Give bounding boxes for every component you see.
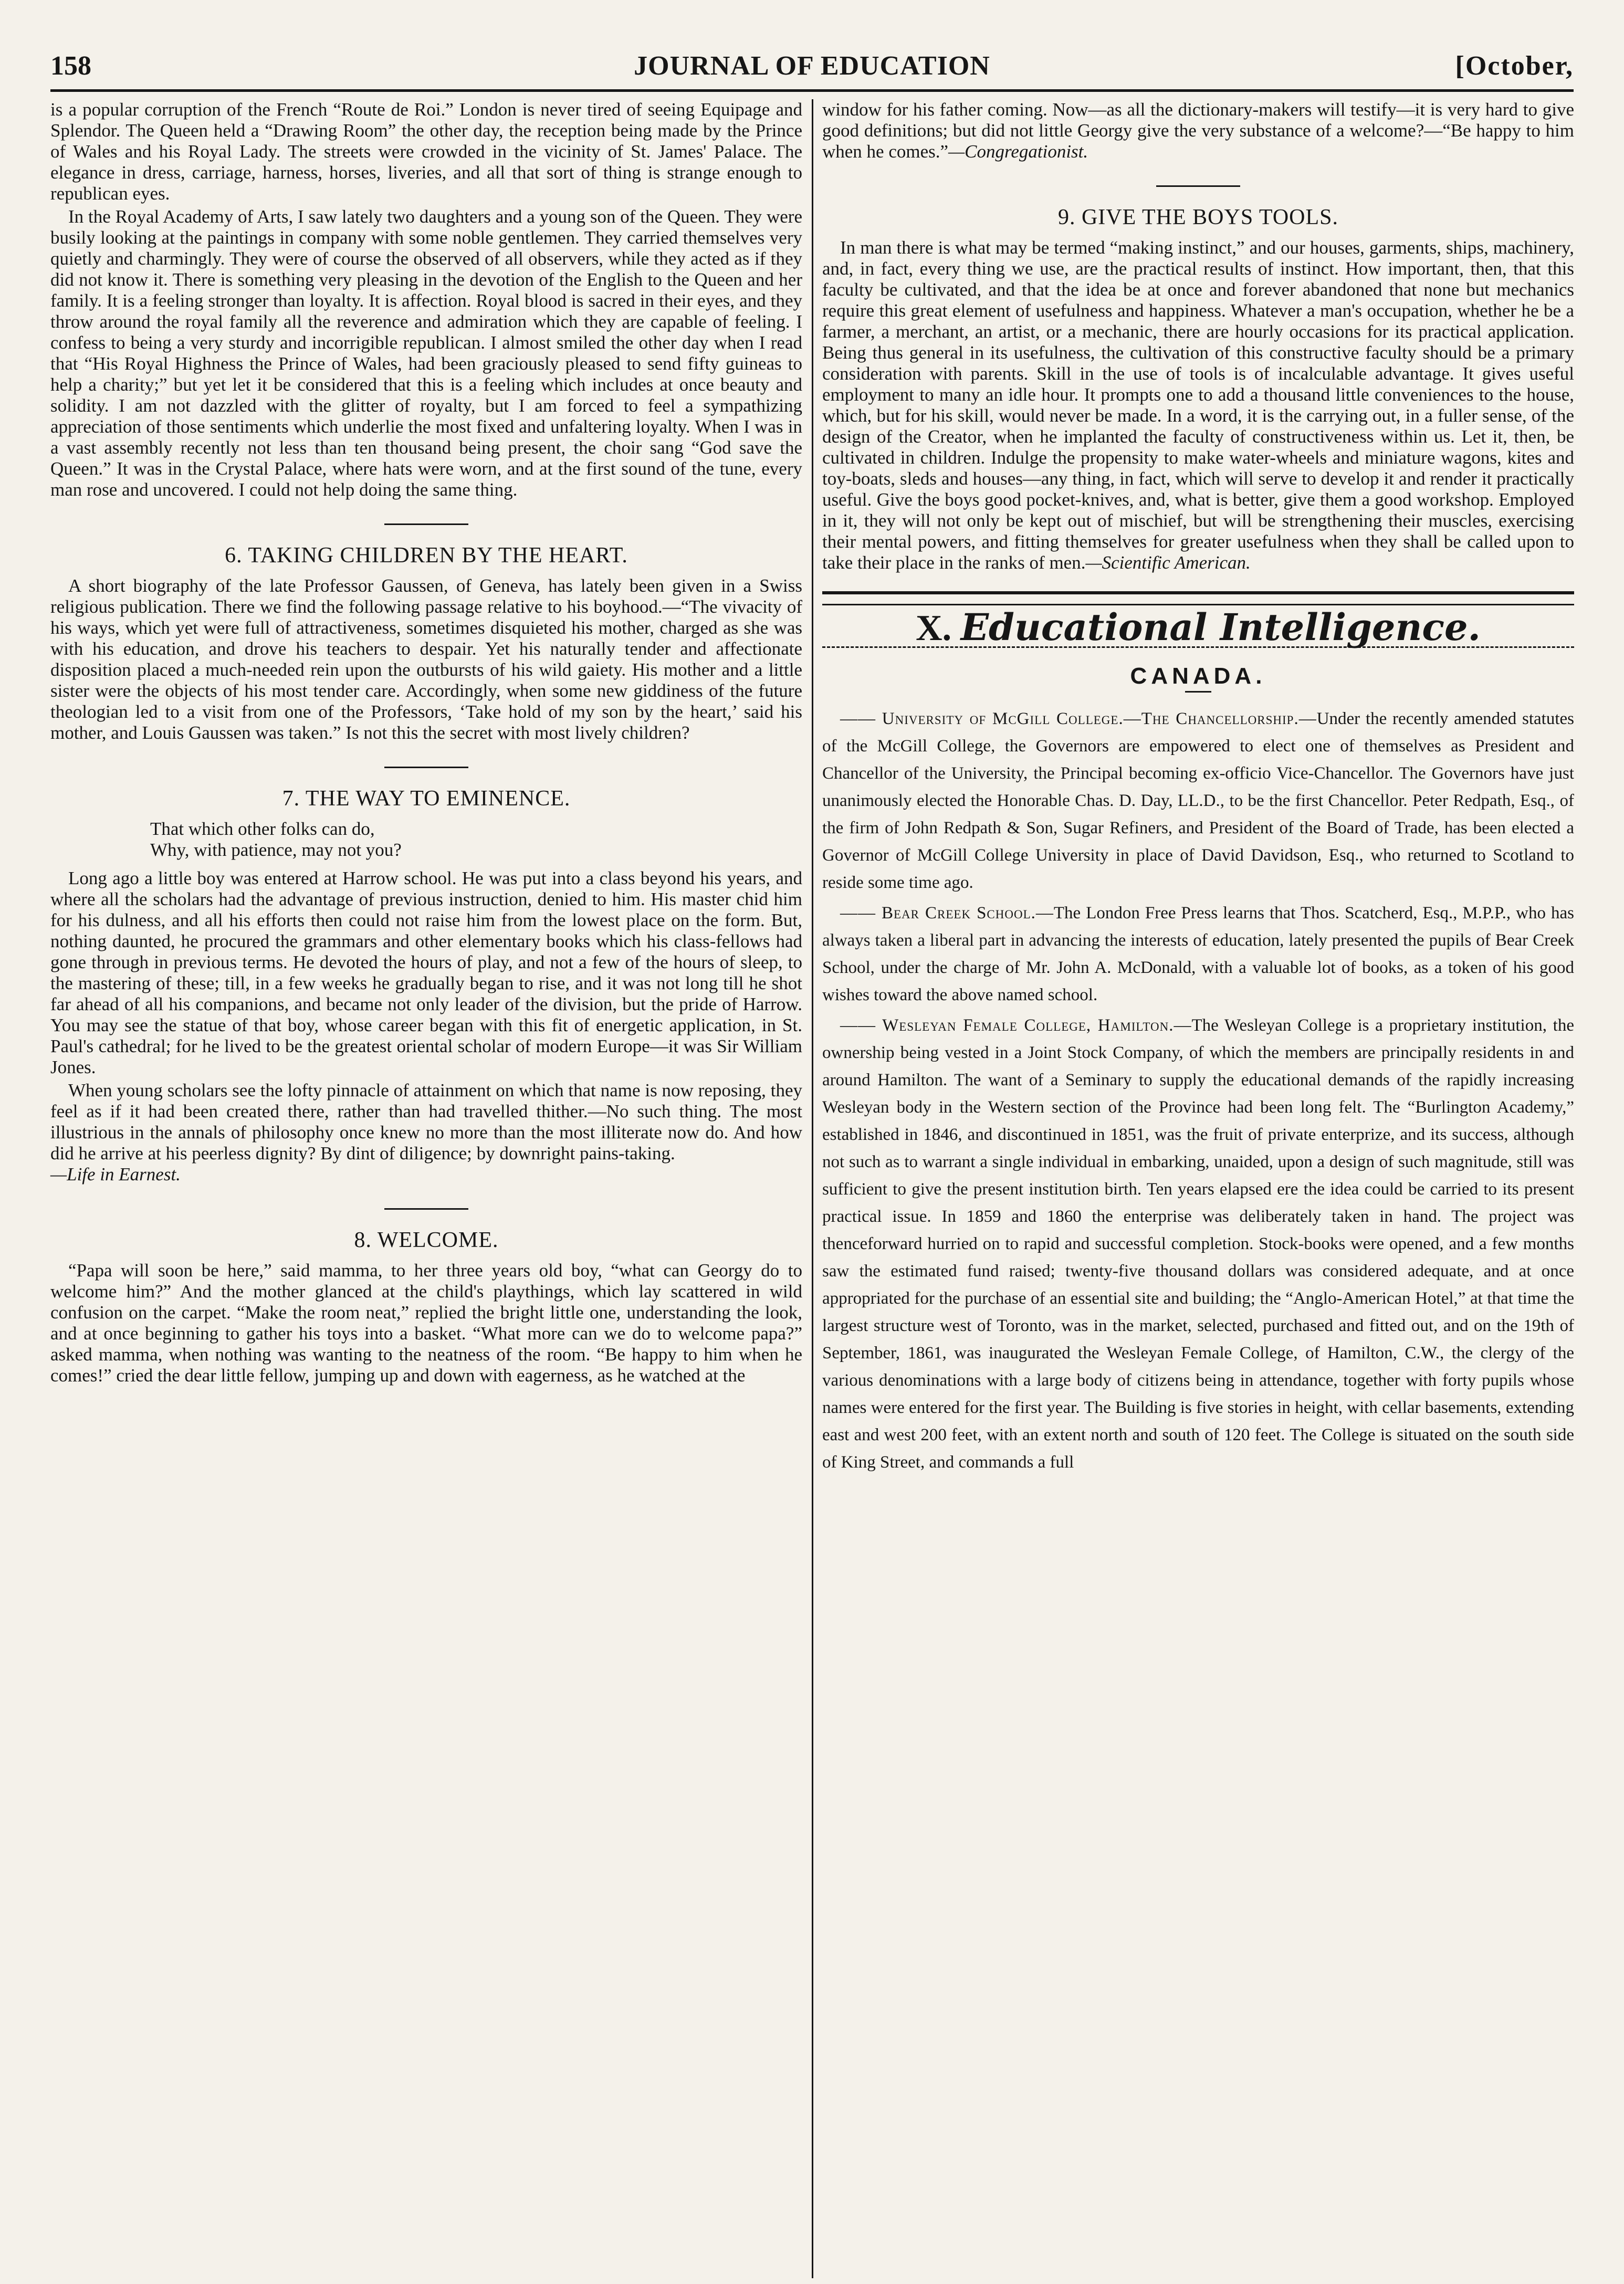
section-8-title: 8. WELCOME. — [354, 1228, 499, 1252]
section-7-paragraph — [50, 1080, 802, 1185]
section-divider — [384, 523, 468, 525]
poem-line: Why, with patience, may not you? — [150, 840, 402, 860]
section-6-paragraph: A short biography of the late Professor Gaussen, of Geneva, has lately been given in a Swiss religious publication. There we find the following passage relative to his boyhood.—“The vivacity of his ways, which yet were full of attractiveness, sometimes disquieted his mother, charged as she was with his education, and drove his teachers to despair. Yet his naturally tender and affectionate disposition placed a much-needed rein upon the outbursts of his wild gaiety. His mother and a little sister were the objects of his most tender care. Accordingly, when some new giddiness of the future theologian led to a visit from one of the Professors, ‘Take hold of my son by the heart,’ said his mother, and Louis Gaussen was taken.” Is not this the secret with most lively children? — [50, 575, 802, 743]
page-header — [50, 47, 1574, 92]
news-body: The Wesleyan College is a proprietary institution, the ownership being vested in a Joint Stock Company, of which the members are principally residents in and around Hamilton. The want of a Seminary to supply the educational demands of the rapidly increasing Wesleyan body in the Western section of the Province had been long felt. The “Burlington Academy,” established in 1846, and discontinued in 1851, was the fruit of private enterprize, and its success, although not such as to warrant a single individual in embarking, unaided, upon a design of such magnitude, still was sufficient to give the present institution birth. Ten years elapsed ere the idea could be carried to its present practical issue. In 1859 and 1860 the enterprise was deliberately taken in hand. The project was thenceforward hurried on to rapid and successful completion. Stock-books were opened, and a few months saw the estimated fund raised; twenty-five thousand dollars was considered adequate, and at once appropriated for the purchase of an essential site and building; the “Anglo-American Hotel,” at that time the largest structure west of Toronto, was in the market, selected, purchased and fitted out, and on the 19th of September, 1861, was inaugurated the Wesleyan Female College, of Hamilton, C.W., the clergy of the various denominations with a large body of citizens being in attendance, together with forty pupils whose names were entered for the first year. The Building is five stories in height, with cellar basements, extending east and west 200 feet, with an extent north and south of 120 feet. The College is situated on the south side of King Street, and commands a full — [822, 1016, 1574, 1472]
news-item — [822, 1012, 1574, 1476]
news-body: The London Free Press learns that Thos. Scatcherd, Esq., M.P.P., who has always taken a liberal part in advancing the interests of education, lately presented the pupils of Bear Creek School, under the charge of Mr. John A. McDonald, with a valuable lot of books, as a token of his good wishes toward the above named school. — [822, 904, 1574, 1004]
section-9-source: —Scientific American. — [1085, 552, 1251, 573]
section-8-paragraph: “Papa will soon be here,” said mamma, to her three years old boy, “what can Georgy do to welcome him?” And the mother glanced at the child's playthings, which lay scattered in wild confusion on the carpet. “Make the room neat,” replied the bright little one, understanding the look, and at once beginning to gather his toys into a basket. “What more can we do to welcome papa?” asked mamma, when nothing was wanting to the neatness of the room. “Be happy to him when he comes!” cried the dear little fellow, jumping up and down with eagerness, as he watched at the — [50, 1260, 802, 1386]
news-headline: —— Bear Creek School.— — [840, 904, 1054, 923]
news-body: Under the recently amended statutes of the McGill College, the Governors are empowered to elect one of themselves as President and Chancellor of the University, the Principal becoming ex-officio Vice-Chancellor. The Governors have just unanimously elected the Honorable Chas. D. Day, LL.D., to be the first Chancellor. Peter Redpath, Esq., of the firm of John Redpath & Son, Sugar Refiners, and President of the Board of Trade, has been elected a Governor of McGill College University in place of David Davidson, Esq., who returned to Scotland to reside some time ago. — [822, 709, 1574, 892]
section-7-paragraph: Long ago a little boy was entered at Harrow school. He was put into a class beyond his years, and where all the scholars had the advantage of previous instruction, denied to him. His master chid him for his dulness, and all his efforts then could not raise him from the lowest place on the form. But, nothing daunted, he procured the grammars and other elementary books which his class-fellows had gone through in previous terms. He devoted the hours of play, and not a few of the hours of sleep, to the mastering of these; till, in a few weeks he gradually began to rise, and it was not long till he shot far ahead of all his companions, and became not only leader of the division, but the pride of Harrow. You may see the statue of that boy, whose career began with this fit of energetic application, in St. Paul's cathedral; for he lived to be the greatest oriental scholar of modern Europe—it was Sir William Jones. — [50, 868, 802, 1077]
intro-paragraph: In the Royal Academy of Arts, I saw lately two daughters and a young son of the Queen. They were busily looking at the paintings in company with some noble gentlemen. They carried themselves very quietly and charmingly. They were of course the observed of all observers, while they acted as if they did not know it. There is something very pleasing in the devotion of the English to the Queen and her family. It is a feeling stronger than loyalty. It is affection. Royal blood is sacred in their eyes, and they throw around the royal family all the reverence and admiration which they are capable of feeling. I confess to being a very sturdy and incorrigible republican. I almost smiled the other day when I read that “His Royal Highness the Prince of Wales, had been graciously pleased to send fifty guineas to help a charity;” but yet let it be considered that this is a feeling which includes at once beauty and solidity. I am not dazzled with the glitter of royalty, but I am forced to feel a sympathizing appreciation of those sentiments which underlie the most fixed and unfaltering loyalty. When I was in a vast assembly recently not less than ten thousand being present, the choir sang “God save the Queen.” It was in the Crystal Palace, where hats were worn, and at the first sound of the tune, every man rose and uncovered. I could not help doing the same thing. — [50, 206, 802, 500]
section-9-title: 9. GIVE THE BOYS TOOLS. — [1057, 205, 1339, 229]
news-headline: —— University of McGill College.—The Chancellorship.— — [840, 709, 1317, 728]
part-title: Educational Intelligence. — [960, 605, 1481, 649]
section-7-paragraph-text: When young scholars see the lofty pinnacle of attainment on which that name is now reposing, they feel as if it had been created there, rather than had travelled thither.—No such thing. The most illustrious in the annals of philosophy once knew no more than the most illiterate now do. And how did he arrive at his peerless dignity? By dint of diligence; by downright pains-taking. — [50, 1080, 802, 1164]
section-divider — [384, 767, 468, 768]
right-column — [822, 99, 1574, 1479]
section-6-title: 6. TAKING CHILDREN BY THE HEART. — [225, 543, 628, 568]
two-column-body — [50, 99, 1574, 2278]
section-divider — [384, 1208, 468, 1210]
left-column — [50, 99, 802, 1388]
epigraph-poem — [150, 819, 802, 861]
news-item — [822, 705, 1574, 896]
section-7-source: —Life in Earnest. — [50, 1164, 181, 1185]
part-divider — [822, 591, 1574, 605]
news-item — [822, 899, 1574, 1009]
region-heading: CANADA. — [1130, 663, 1266, 689]
column-divider — [812, 99, 813, 2278]
poem-line: That which other folks can do, — [150, 819, 375, 839]
region-rule — [1185, 691, 1211, 693]
part-x-heading — [822, 605, 1574, 649]
continued-source: —Congregationist. — [948, 141, 1088, 162]
section-9-paragraph-text: In man there is what may be termed “making instinct,” and our houses, garments, ships, machinery, and, in fact, every thing we use, are the practical results of instinct. How important, then, that this faculty be cultivated, and that the idea be at once and forever abandoned that none but mechanics require this great element of usefulness and happiness. Whatever a man's occupation, whether he be a farmer, a merchant, an artist, or a mechanic, there are hourly occasions for its practical application. Being thus general in its usefulness, the cultivation of this constructive faculty should be a primary consideration with parents. Skill in the use of tools is of incalculable advantage. It gives useful employment to many an idle hour. It prompts one to add a thousand little conveniences to the house, which, but for his skill, would never be made. In a word, it is the carrying out, in a fuller sense, of the design of the Creator, when he implanted the faculty of constructiveness within us. Let it, then, be cultivated in children. Indulge the propensity to make water-wheels and miniature wagons, kites and toy-boats, sleds and houses—any thing, in fact, which will serve to develop it and render it practically useful. Give the boys good pocket-knives, and, what is better, give them a good workshop. Employed in it, they will not only be kept out of mischief, but will be strengthening their muscles, exercising their mental powers, and fitting themselves for greater usefulness when they shall be called upon to take their place in the ranks of men. — [822, 237, 1574, 573]
section-9-paragraph — [822, 237, 1574, 573]
intro-paragraph: is a popular corruption of the French “Route de Roi.” London is never tired of seeing Equipage and Splendor. The Queen held a “Drawing Room” the other day, the reception being made by the Prince of Wales and his Royal Lady. The streets were crowded in the vicinity of St. James' Palace. The elegance in dress, carriage, harness, horses, liveries, and all that sort of thing is strange enough to republican eyes. — [50, 99, 802, 204]
section-7-title: 7. THE WAY TO EMINENCE. — [282, 787, 571, 811]
continued-paragraph-text: window for his father coming. Now—as all the dictionary-makers will testify—it is very hard to give good definitions; but did not little Georgy give the very substance of a welcome?—“Be happy to him when he comes.” — [822, 99, 1574, 162]
issue-month: [October, — [1455, 51, 1574, 81]
news-headline: —— Wesleyan Female College, Hamilton.— — [840, 1016, 1192, 1035]
continued-paragraph — [822, 99, 1574, 162]
journal-title: JOURNAL OF EDUCATION — [634, 51, 990, 81]
part-number: X. — [916, 608, 952, 648]
page-number: 158 — [50, 51, 91, 81]
section-divider — [1156, 185, 1240, 187]
